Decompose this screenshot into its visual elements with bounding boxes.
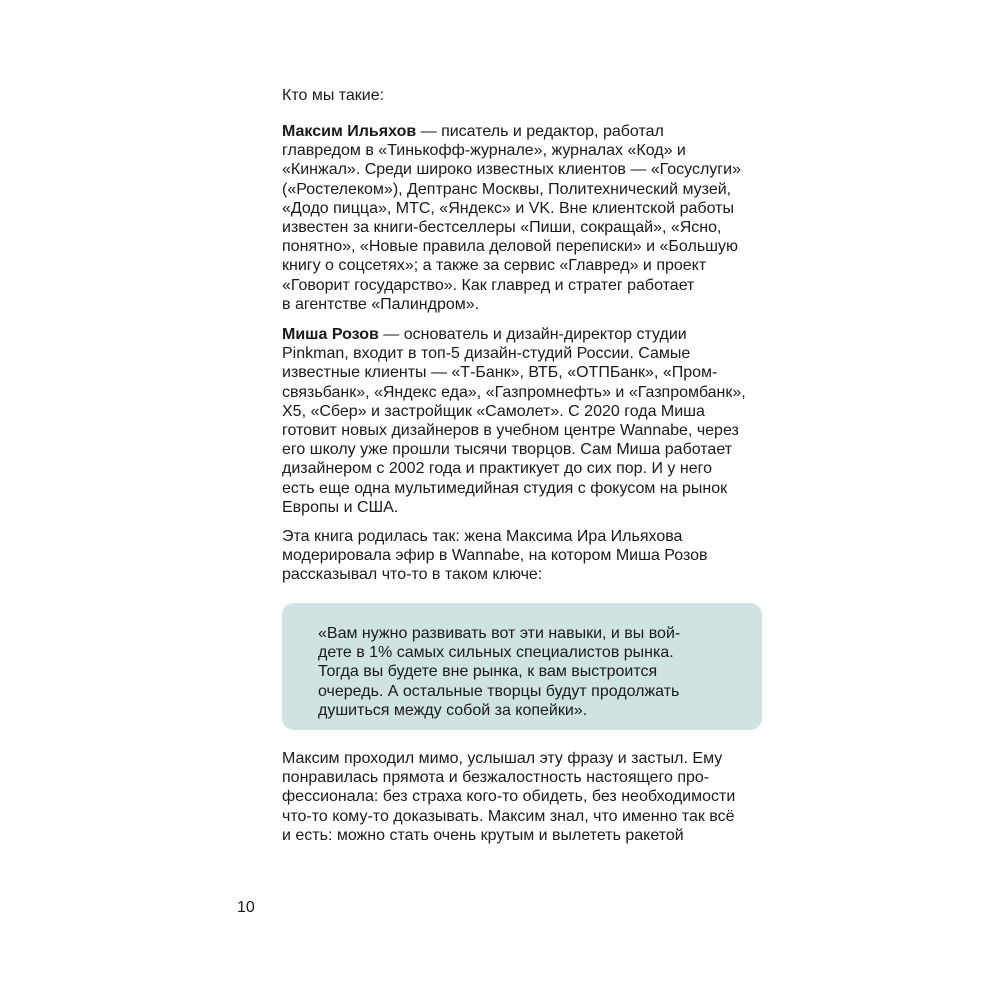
closing-line: фессионала: без страха кого-то обидеть, без необходимости [282,788,736,806]
bio-line: Европы и США. [282,498,399,516]
bio-line: дизайнером с 2002 года и практикует до сих пор. И у него [282,460,712,478]
closing-line: понравилась прямота и безжалостность настоящего про- [282,769,710,787]
author-name: Максим Ильяхов [282,123,417,140]
page-number: 10 [237,899,255,916]
bio-line: «Кинжал». Среди широко известных клиентов — «Госуслуги» [282,161,741,179]
closing-line: что-то кому-то доказывать. Максим знал, что именно так всё [282,807,735,825]
intro-paragraph [282,527,782,585]
bio-line: Максим Ильяхов — писатель и редактор, работал [282,123,664,140]
closing-line: Максим проходил мимо, услышал эту фразу и застыл. Ему [282,750,723,767]
intro-line: модерировала эфир в Wannabe, на котором Миша Розов [282,547,708,565]
quote-text [318,624,748,720]
bio-line: в агентстве «Палиндром». [282,295,480,313]
author-bio-ilyakhov [282,122,782,314]
intro-line: рассказывал что-то в таком ключе: [282,566,543,584]
bio-line: книгу о соцсетях»; а также за сервис «Главред» и проект [282,257,707,275]
closing-paragraph [282,749,782,845]
quote-line: «Вам нужно развивать вот эти навыки, и вы вой- [318,625,681,642]
bio-line: его школу уже прошли тысячи творцов. Сам Миша работает [282,441,733,459]
bio-line: Миша Розов — основатель и дизайн-директор студии [282,326,687,343]
closing-line: и есть: можно стать очень крутым и вылететь ракетой [282,826,684,844]
bio-line: готовит новых дизайнеров в учебном центре Wannabe, через [282,422,739,440]
bio-line: «Говорит государство». Как главред и стратег работает [282,276,695,294]
quote-line: Тогда вы будете вне рынка, к вам выстроится [318,663,658,681]
bio-line: связьбанк», «Яндекс еда», «Газпромнефть» и «Газпромбанк», [282,383,746,401]
bio-line: Х5, «Сбер» и застройщик «Самолет». С 2020 года Миша [282,402,705,420]
author-name: Миша Розов [282,326,379,343]
quote-box [282,603,762,730]
bio-line: «Додо пицца», МТС, «Яндекс» и VK. Вне клиентской работы [282,199,734,217]
bio-line: известные клиенты — «Т-Банк», ВТБ, «ОТПБанк», «Пром- [282,364,718,382]
quote-line: душиться между собой за копейки». [318,701,588,719]
bio-line: известен за книги-бестселлеры «Пиши, сокращай», «Ясно, [282,219,722,237]
quote-line: дете в 1% самых сильных специалистов рынка. [318,644,674,662]
author-bio-rozov [282,325,782,517]
bio-line: понятно», «Новые правила деловой переписки» и «Большую [282,238,738,256]
section-heading [282,86,782,105]
bio-line: («Ростелеком»), Дептранс Москвы, Политехнический музей, [282,180,732,198]
section-heading-text: Кто мы такие: [282,87,385,104]
bio-line: есть еще одна мультимедийная студия с фокусом на рынок [282,479,728,497]
bio-line: Pinkman, входит в топ-5 дизайн-студий России. Самые [282,345,691,363]
bio-line: главредом в «Тинькофф-журнале», журналах «Код» и [282,142,686,160]
intro-line: Эта книга родилась так: жена Максима Ира Ильяхова [282,528,683,545]
quote-line: очередь. А остальные творцы будут продолжать [318,682,680,700]
